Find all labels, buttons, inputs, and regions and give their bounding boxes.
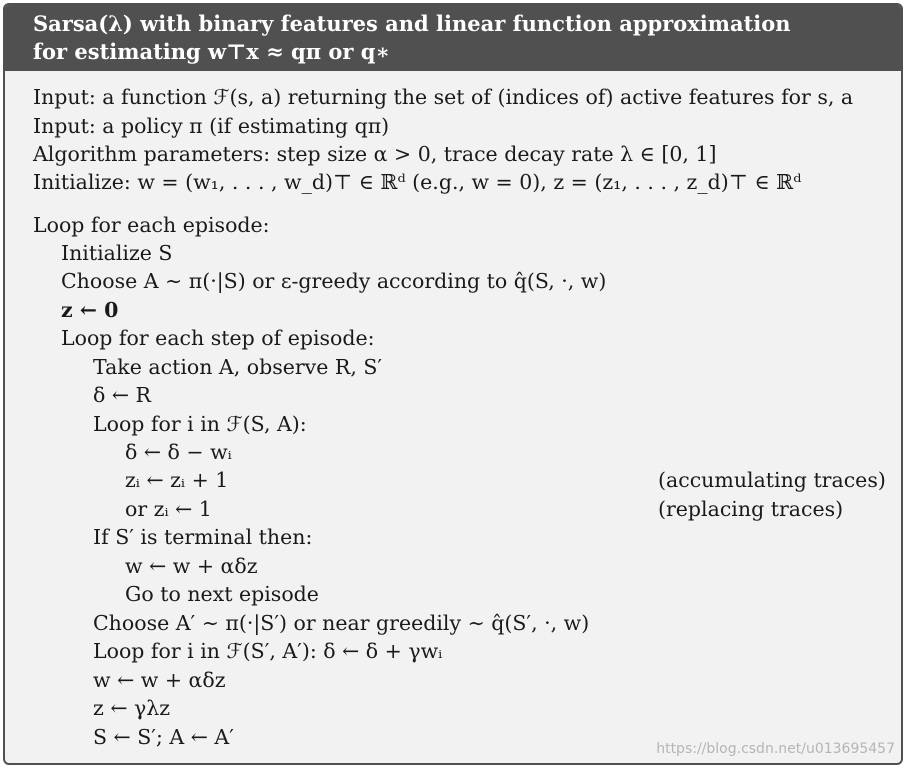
initialize-weights: Initialize: w = (w₁, . . . , w_d)⊤ ∈ ℝᵈ (e.g., w = 0), z = (z₁, . . . , z_d)⊤ ∈ ℝᵈ [33, 170, 802, 194]
input-policy: Input: a policy π (if estimating qπ) [33, 114, 390, 138]
go-next-episode: Go to next episode [125, 582, 319, 606]
loop-each-episode: Loop for each episode: [33, 213, 270, 237]
header-divider [5, 69, 901, 71]
delta-update: δ ← δ − wᵢ [125, 440, 232, 464]
weight-update-terminal: w ← w + αδz [125, 554, 258, 578]
input-feature-function: Input: a function ℱ(s, a) returning the set of (indices of) active features for s, a [33, 85, 854, 109]
reset-trace: z ← 0 [61, 298, 119, 322]
trace-replace: or zᵢ ← 1 [125, 497, 212, 521]
delta-init: δ ← R [93, 383, 151, 407]
note-accumulating-traces: (accumulating traces) [658, 468, 886, 492]
choose-next-action: Choose A′ ∼ π(·|S′) or near greedily ∼ q̂(S′, ·, w) [93, 611, 590, 635]
trace-accumulate: zᵢ ← zᵢ + 1 [125, 468, 229, 492]
loop-each-step: Loop for each step of episode: [61, 326, 375, 350]
algorithm-box [3, 3, 903, 765]
choose-action: Choose A ∼ π(·|S) or ε-greedy according to q̂(S, ·, w) [61, 269, 607, 293]
algorithm-header [5, 5, 901, 69]
algorithm-parameters: Algorithm parameters: step size α > 0, trace decay rate λ ∈ [0, 1] [33, 142, 717, 166]
watermark-url: https://blog.csdn.net/u013695457 [656, 741, 895, 757]
header-title-line-1: Sarsa(λ) with binary features and linear function approximation [33, 11, 791, 36]
state-action-update: S ← S′; A ← A′ [93, 725, 234, 749]
trace-decay: z ← γλz [93, 696, 171, 720]
weight-update: w ← w + αδz [93, 668, 226, 692]
loop-active-features: Loop for i in ℱ(S, A): [93, 412, 307, 436]
initialize-state: Initialize S [61, 241, 173, 265]
terminal-check: If S′ is terminal then: [93, 525, 313, 549]
note-replacing-traces: (replacing traces) [658, 497, 844, 521]
take-action: Take action A, observe R, S′ [93, 355, 383, 379]
loop-next-features: Loop for i in ℱ(S′, A′): δ ← δ + γwᵢ [93, 639, 443, 663]
header-title-line-2: for estimating w⊤x ≈ qπ or q∗ [33, 39, 390, 64]
